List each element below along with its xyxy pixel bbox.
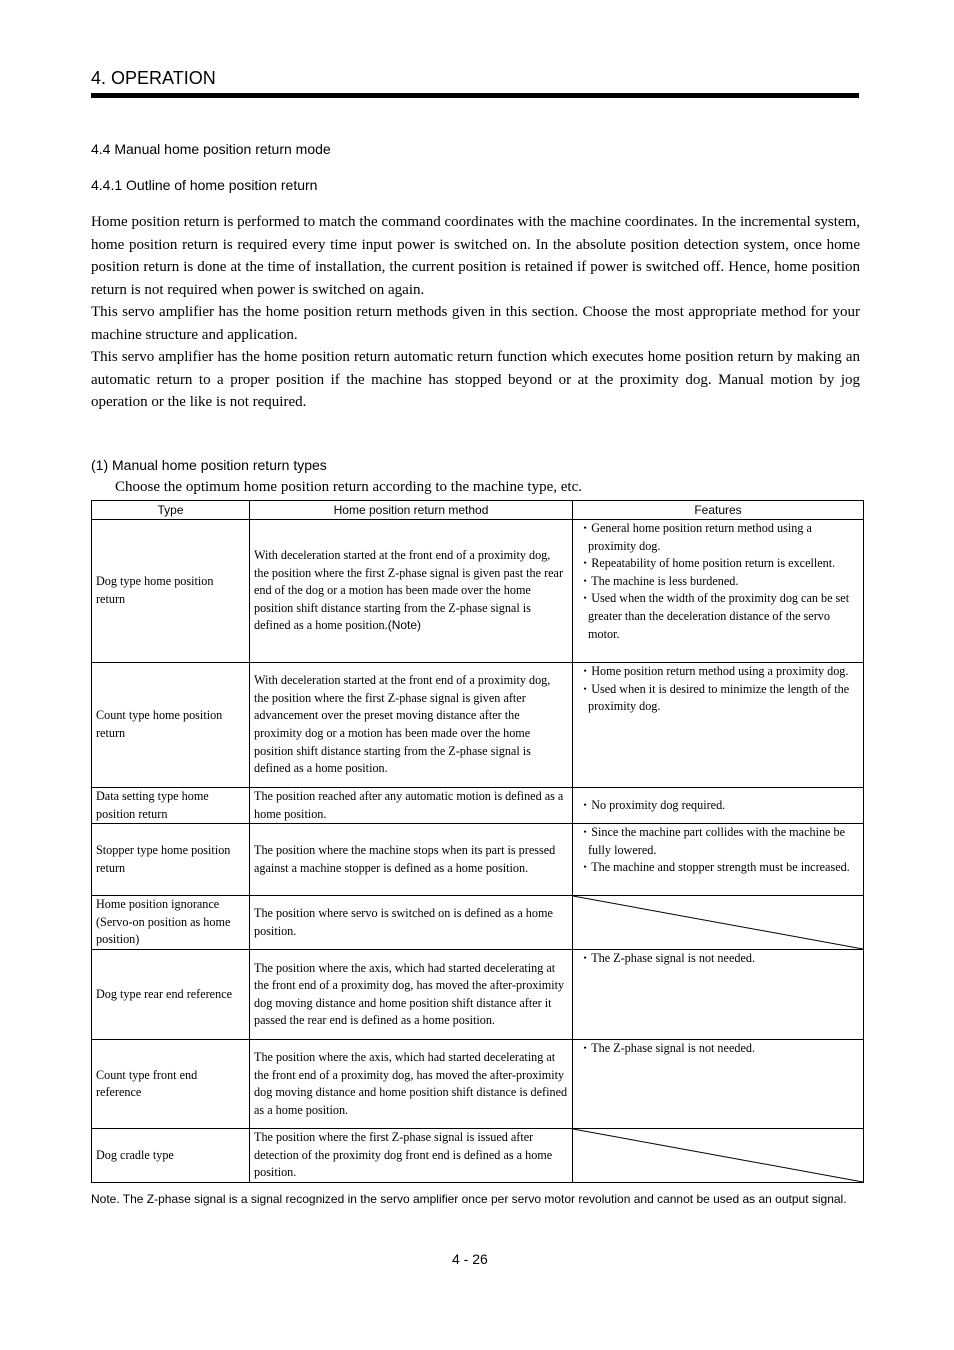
- paragraph: Home position return is performed to match the command coordinates with the machine coordinates. In the incremental system, home position return is required every time input power is switched on. In the absolute position detection system, once home position return is done at the time of installation, the current position is retained if power is switched off. Hence, home position return is not required when power is switched on again.: [91, 214, 860, 298]
- table-row: [92, 788, 864, 824]
- section-title: 4.4 Manual home position return mode: [91, 141, 331, 157]
- type-cell: Stopper type home position return: [92, 824, 250, 896]
- features-cell: [573, 663, 864, 788]
- feature-item: ・Used when it is desired to minimize the length of the proximity dog.: [579, 681, 850, 714]
- features-cell: [573, 788, 864, 824]
- page-number: 4 - 26: [452, 1251, 488, 1267]
- feature-item: ・The machine is less burdened.: [579, 573, 739, 588]
- feature-item: ・No proximity dog required.: [579, 797, 726, 812]
- paragraph: This servo amplifier has the home position return automatic return function which executes home position return by making an automatic return to a proper position if the machine has stopped beyond or at the proximity dog. Manual motion by jog operation or the like is not required.: [91, 349, 860, 410]
- item-heading: (1) Manual home position return types: [91, 457, 327, 473]
- subsection-title: 4.4.1 Outline of home position return: [91, 177, 318, 193]
- chapter-title: 4. OPERATION: [91, 68, 216, 88]
- not-applicable-cell: [573, 896, 864, 950]
- home-position-return-types-table: [91, 500, 864, 1183]
- note-reference: (Note): [387, 618, 422, 633]
- feature-item: ・The machine and stopper strength must be increased.: [579, 860, 850, 875]
- feature-item: ・Since the machine part collides with the machine be fully lowered.: [579, 825, 846, 857]
- item-description: Choose the optimum home position return according to the machine type, etc.: [115, 479, 582, 495]
- method-cell: The position where the first Z-phase signal is issued after detection of the proximity dog front end is defined as a home position.: [250, 1129, 573, 1183]
- table-row: [92, 1040, 864, 1129]
- features-cell: [573, 1040, 864, 1129]
- table-row: [92, 663, 864, 788]
- type-cell: Dog type home position return: [92, 520, 250, 663]
- method-cell: The position where the axis, which had started decelerating at the front end of a proximity dog, has moved the after-proximity dog moving distance and home position shift distance is defined as a home position.: [250, 1040, 573, 1129]
- table-note: Note. The Z-phase signal is a signal recognized in the servo amplifier once per servo motor revolution and cannot be used as an output signal.: [91, 1192, 847, 1206]
- method-cell: [250, 520, 573, 663]
- features-cell: [573, 824, 864, 896]
- method-cell: With deceleration started at the front end of a proximity dog, the position where the first Z-phase signal is given after advancement over the preset moving distance after the proximity dog or a motion has been made over the home position shift distance starting from the Z-phase signal is defined as a home position.: [250, 663, 573, 788]
- column-header-method: Home position return method: [250, 501, 573, 520]
- features-cell: [573, 950, 864, 1040]
- features-cell: [573, 520, 864, 663]
- feature-item: ・General home position return method using a proximity dog.: [579, 521, 812, 553]
- type-cell: Dog cradle type: [92, 1129, 250, 1183]
- table-row: [92, 520, 864, 663]
- table-header-row: [92, 501, 864, 520]
- method-cell: The position reached after any automatic motion is defined as a home position.: [250, 788, 573, 824]
- header-rule: [91, 93, 859, 98]
- method-cell: The position where the axis, which had started decelerating at the front end of a proximity dog, has moved the after-proximity dog moving distance and home position shift distance after it passed the rear end is defined as a home position.: [250, 950, 573, 1040]
- type-cell: Dog type rear end reference: [92, 950, 250, 1040]
- method-text: With deceleration started at the front end of a proximity dog, the position where the first Z-phase signal is given past the rear end of the dog or a motion has been made over the home position shift distance starting from the Z-phase signal is defined as a home position.: [254, 548, 564, 633]
- table-row: [92, 1129, 864, 1183]
- feature-item: ・The Z-phase signal is not needed.: [579, 951, 755, 966]
- feature-item: ・Used when the width of the proximity dog can be set greater than the deceleration distance of the servo motor.: [579, 591, 850, 641]
- table-row: [92, 824, 864, 896]
- paragraph: This servo amplifier has the home position return methods given in this section. Choose the most appropriate method for your machine structure and application.: [91, 304, 860, 343]
- body-text: [91, 211, 860, 414]
- method-cell: The position where the machine stops when its part is pressed against a machine stopper is defined as a home position.: [250, 824, 573, 896]
- type-cell: Data setting type home position return: [92, 788, 250, 824]
- feature-item: ・Home position return method using a proximity dog.: [579, 664, 849, 678]
- column-header-features: Features: [573, 501, 864, 520]
- method-cell: The position where servo is switched on is defined as a home position.: [250, 896, 573, 950]
- feature-item: ・The Z-phase signal is not needed.: [579, 1041, 755, 1056]
- diagonal-slash: [573, 1129, 863, 1182]
- feature-item: ・Repeatability of home position return is excellent.: [579, 556, 836, 571]
- column-header-type: Type: [92, 501, 250, 520]
- not-applicable-cell: [573, 1129, 864, 1183]
- type-cell: Count type home position return: [92, 663, 250, 788]
- table-row: [92, 896, 864, 950]
- type-cell: Count type front end reference: [92, 1040, 250, 1129]
- table-row: [92, 950, 864, 1040]
- diagonal-slash: [573, 896, 863, 949]
- type-cell: Home position ignorance (Servo-on position as home position): [92, 896, 250, 950]
